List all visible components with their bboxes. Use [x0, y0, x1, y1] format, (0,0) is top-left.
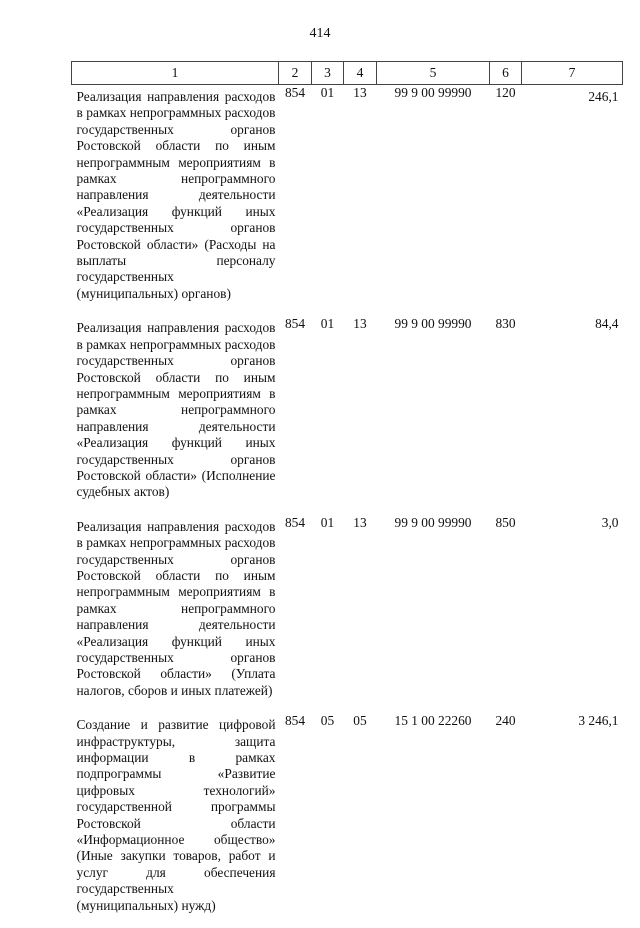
- row-admin-code: 854: [284, 514, 306, 530]
- row-admin-code: 854: [284, 713, 306, 729]
- header-col-4: 4: [344, 62, 377, 85]
- row-subsection: 13: [353, 514, 367, 530]
- row-amount: 84,4: [595, 316, 619, 332]
- header-col-5: 5: [377, 62, 490, 85]
- row-admin-code: 854: [284, 316, 306, 332]
- row-description: Создание и развитие цифровой инфраструктуры, защита информации в рамках подпрограммы «Развитие цифровых технологий» государственной программы Ростовской области «Информационное общество» (Иные закупки товаров, работ и услуг для обеспечения государственных (муниципальных) нужд): [76, 717, 276, 913]
- header-col-2: 2: [279, 62, 312, 85]
- header-col-3: 3: [312, 62, 344, 85]
- row-subsection: 13: [353, 85, 367, 100]
- row-section: 01: [320, 316, 335, 332]
- header-row: [72, 62, 623, 85]
- row-section: 05: [320, 713, 335, 729]
- budget-table: [71, 61, 623, 928]
- row-subsection: 13: [353, 316, 367, 332]
- row-expense-type: 850: [495, 514, 516, 530]
- table-row: [72, 515, 623, 713]
- header-col-6: 6: [490, 62, 522, 85]
- row-amount: 246,1: [588, 89, 619, 104]
- row-target-article: 15 1 00 22260: [394, 713, 472, 729]
- table-row: [72, 85, 623, 317]
- header-col-7: 7: [522, 62, 623, 85]
- row-description: Реализация направления расходов в рамках непрограммных расходов государственных органов Ростовской области по иным непрограммным мероприятиям в рамках непрограммного направления деятельности «Реализация функций иных государственных органов Ростовской области» (Исполнение судебных актов): [76, 320, 276, 500]
- row-target-article: 99 9 00 99990: [394, 514, 472, 530]
- row-amount: 3 246,1: [578, 713, 619, 729]
- row-expense-type: 120: [495, 85, 516, 100]
- header-col-1: 1: [72, 62, 279, 85]
- table-row: [72, 713, 623, 928]
- row-description: Реализация направления расходов в рамках непрограммных расходов государственных органов Ростовской области по иным непрограммным мероприятиям в рамках непрограммного направления деятельности «Реализация функций иных государственных органов Ростовской области» (Уплата налогов, сборов и иных платежей): [76, 518, 276, 698]
- row-expense-type: 830: [495, 316, 516, 332]
- row-subsection: 05: [353, 713, 367, 729]
- row-amount: 3,0: [601, 514, 619, 530]
- row-target-article: 99 9 00 99990: [394, 85, 472, 100]
- row-target-article: 99 9 00 99990: [394, 316, 472, 332]
- row-expense-type: 240: [495, 713, 516, 729]
- row-section: 01: [320, 85, 335, 100]
- page-number: 414: [309, 26, 331, 41]
- table-row: [72, 316, 623, 514]
- row-admin-code: 854: [284, 85, 306, 100]
- row-description: Реализация направления расходов в рамках непрограммных расходов государственных органов Ростовской области по иным непрограммным мероприятиям в рамках непрограммного направления деятельности «Реализация функций иных государственных органов Ростовской области» (Расходы на выплаты персоналу государственных (муниципальных) органов): [76, 89, 276, 301]
- row-section: 01: [320, 514, 335, 530]
